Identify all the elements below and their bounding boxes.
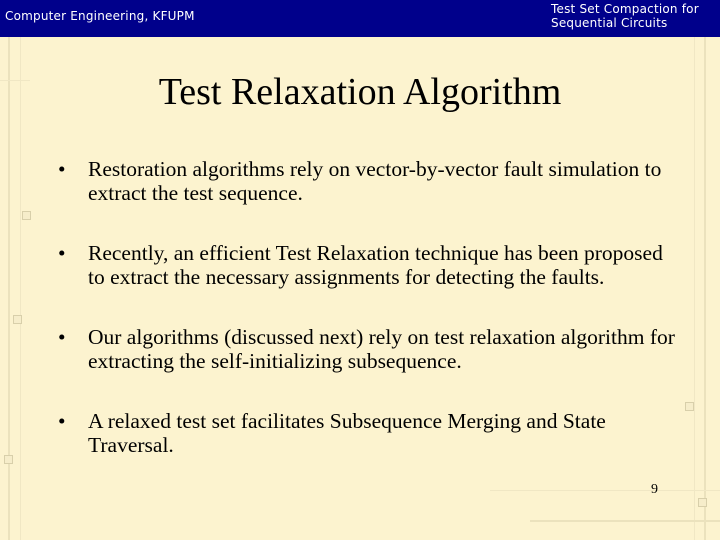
- bullet-list: [58, 157, 678, 493]
- decorative-marker: [698, 498, 707, 507]
- header-bar: [0, 0, 720, 37]
- bullet-item: [58, 409, 678, 457]
- bullet-dot: •: [58, 409, 66, 433]
- decorative-line: [530, 520, 720, 522]
- bullet-item: [58, 241, 678, 289]
- page-number: 9: [651, 482, 658, 497]
- bullet-text: Our algorithms (discussed next) rely on test relaxation algorithm for extracting the self-initializing subsequence.: [88, 325, 675, 373]
- bullet-text: Restoration algorithms rely on vector-by-vector fault simulation to extract the test sequence.: [88, 157, 662, 205]
- bullet-item: [58, 157, 678, 205]
- slide-title: Test Relaxation Algorithm: [158, 71, 562, 113]
- decorative-marker: [22, 211, 31, 220]
- header-course-line-2: Sequential Circuits: [551, 16, 668, 30]
- bullet-item: [58, 325, 678, 373]
- bullet-text: A relaxed test set facilitates Subsequence Merging and State Traversal.: [88, 409, 606, 457]
- header-course-line-1: Test Set Compaction for: [551, 2, 699, 16]
- bullet-dot: •: [58, 157, 66, 181]
- decorative-marker: [4, 455, 13, 464]
- header-institution: Computer Engineering, KFUPM: [5, 9, 195, 23]
- bullet-text: Recently, an efficient Test Relaxation technique has been proposed to extract the necessary assignments for detecting the faults.: [88, 241, 663, 289]
- header-course-title: [551, 2, 699, 30]
- decorative-marker: [685, 402, 694, 411]
- bullet-dot: •: [58, 325, 66, 349]
- decorative-marker: [13, 315, 22, 324]
- bullet-dot: •: [58, 241, 66, 265]
